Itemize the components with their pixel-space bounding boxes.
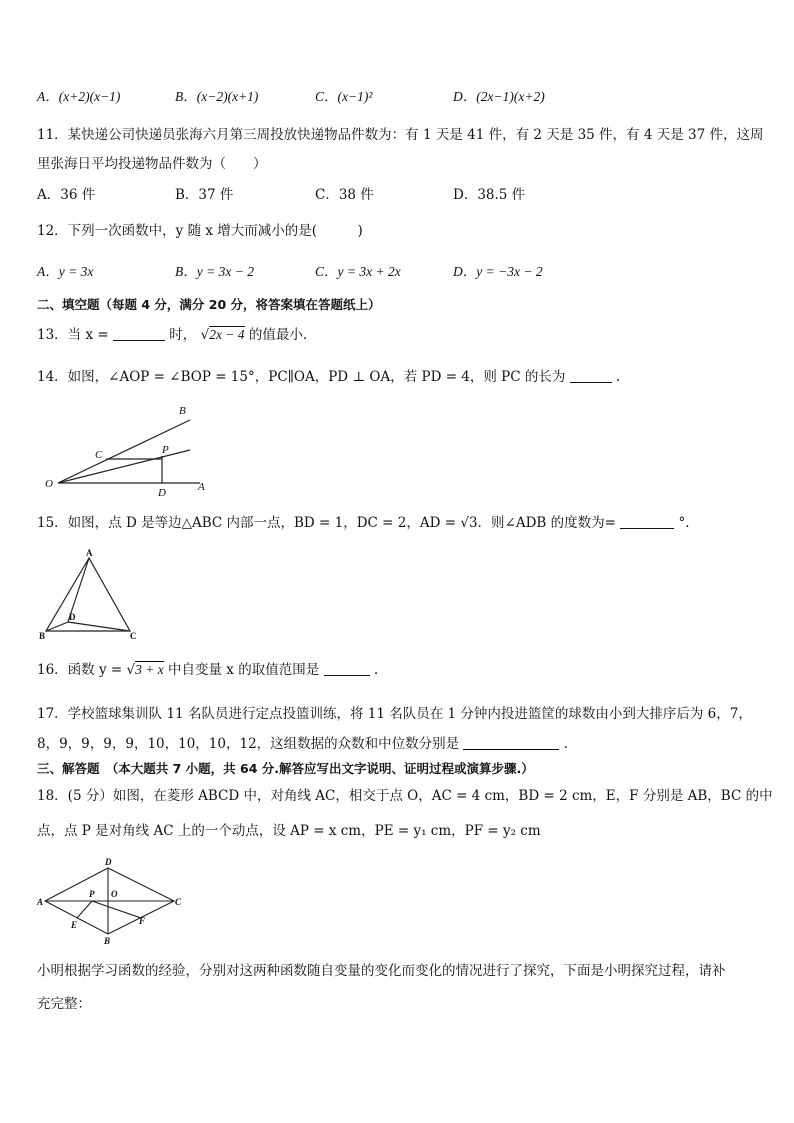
q13-sqrt-sign: √ xyxy=(200,327,210,343)
label-p: P xyxy=(89,889,95,899)
q11-option-c: C．38 件 xyxy=(315,187,374,203)
triangle-abc xyxy=(46,558,130,631)
q17-stem-line2 xyxy=(37,735,568,753)
label-o: O xyxy=(45,478,53,490)
q12-option-d: D．y = −3x − 2 xyxy=(453,264,543,279)
q16-suffix: 中自变量 x 的取值范围是 xyxy=(168,662,320,678)
line-ob xyxy=(58,420,190,483)
q11-stem-line2: 里张海日平均投递物品件数为（ ） xyxy=(37,156,267,172)
section-3-heading: 三、解答题 （本大题共 7 小题，共 64 分.解答应写出文字说明、证明过程或演算步骤.） xyxy=(37,761,534,776)
q13-prefix: 13．当 x = xyxy=(37,327,109,343)
q11-option-d: D．38.5 件 xyxy=(453,187,526,203)
q17-end: . xyxy=(563,736,569,752)
q17-stem-line1: 17．学校篮球集训队 11 名队员进行定点投篮训练，将 11 名队员在 1 分钟内投进篮筐的球数由小到大排序后为 6，7， xyxy=(37,706,752,722)
label-b: B xyxy=(179,405,186,417)
q12-stem: 12．下列一次函数中，y 随 x 增大而减小的是( ) xyxy=(37,223,363,239)
q10-option-c: C．(x−1)² xyxy=(315,89,373,104)
label-d: D xyxy=(158,487,166,499)
q10-option-b: B．(x−2)(x+1) xyxy=(175,89,259,104)
q13-suffix: 的值最小. xyxy=(248,327,308,343)
q14-end: . xyxy=(615,369,621,385)
q18-explore-line2: 充完整： xyxy=(37,996,91,1012)
label-a: A xyxy=(37,897,44,907)
q11-option-a: A．36 件 xyxy=(37,187,96,203)
label-c: C xyxy=(130,631,137,641)
q15-end: °. xyxy=(678,515,690,531)
q17-answer-blank[interactable] xyxy=(463,735,559,750)
section-2-heading: 二、填空题（每题 4 分，满分 20 分，将答案填在答题纸上） xyxy=(37,297,381,312)
q13-middle: 时， xyxy=(169,327,197,343)
q13 xyxy=(37,326,307,344)
label-c: C xyxy=(175,897,182,907)
label-b: B xyxy=(39,631,46,641)
label-c: C xyxy=(95,449,103,461)
q12-option-a: A．y = 3x xyxy=(37,264,94,279)
q16-prefix: 16．函数 y = xyxy=(37,662,123,678)
q14-answer-blank[interactable] xyxy=(570,368,612,383)
q18-stem-line2: 点，点 P 是对角线 AC 上的一个动点，设 AP = x cm，PE = y₁ cm，PF = y₂ cm xyxy=(37,823,541,839)
q15 xyxy=(37,514,690,532)
q18-stem-line1: 18．(5 分）如图，在菱形 ABCD 中，对角线 AC，相交于点 O，AC = 4 cm，BD = 2 cm，E，F 分别是 AB，BC 的中 xyxy=(37,788,773,804)
q15-figure xyxy=(36,548,146,644)
label-e: E xyxy=(71,920,78,930)
q11-option-b: B．37 件 xyxy=(175,187,234,203)
q18-explore-line1: 小明根据学习函数的经验，分别对这两种函数随自变量的变化而变化的情况进行了探究，下面是小明探究过程，请补 xyxy=(37,963,726,979)
label-d: D xyxy=(105,857,112,867)
q16-end: . xyxy=(373,662,379,678)
q12-option-c: C．y = 3x + 2x xyxy=(315,264,401,279)
q10-option-a: A．(x+2)(x−1) xyxy=(37,89,121,104)
q17-line2-text: 8，9，9，9，9，10，10，10，12，这组数据的众数和中位数分别是 xyxy=(37,736,460,752)
q14-figure xyxy=(40,398,220,502)
q16-sqrt-sign: √ xyxy=(126,662,136,678)
q14-stem: 14．如图，∠AOP = ∠BOP = 15°，PC∥OA，PD ⊥ OA，若 PD = 4，则 PC 的长为 xyxy=(37,369,566,385)
q13-answer-blank[interactable] xyxy=(113,326,165,341)
q14 xyxy=(37,368,620,386)
label-d: D xyxy=(69,612,76,622)
label-a: A xyxy=(198,481,205,493)
q12-option-b: B．y = 3x − 2 xyxy=(175,264,254,279)
q15-answer-blank[interactable] xyxy=(620,514,674,529)
segment-pe xyxy=(77,901,92,918)
q13-radicand: 2x − 4 xyxy=(209,327,245,342)
q16 xyxy=(37,661,378,679)
q16-answer-blank[interactable] xyxy=(324,661,370,676)
q16-radicand: 3 + x xyxy=(135,662,164,677)
segment-pf xyxy=(92,901,141,918)
q11-stem-line1: 11．某快递公司快递员张海六月第三周投放快递物品件数为：有 1 天是 41 件，有 2 天是 35 件，有 4 天是 37 件，这周 xyxy=(37,127,764,143)
line-op xyxy=(58,450,190,483)
segment-cd xyxy=(68,622,130,631)
label-b: B xyxy=(104,936,111,946)
q15-stem: 15．如图，点 D 是等边△ABC 内部一点，BD = 1，DC = 2，AD = √3．则∠ADB 的度数为= xyxy=(37,515,616,531)
label-o: O xyxy=(111,889,118,899)
q10-option-d: D．(2x−1)(x+2) xyxy=(453,89,545,104)
label-a: A xyxy=(86,548,93,558)
label-f: F xyxy=(139,916,146,926)
label-p: P xyxy=(162,444,169,456)
q18-figure xyxy=(36,856,186,946)
